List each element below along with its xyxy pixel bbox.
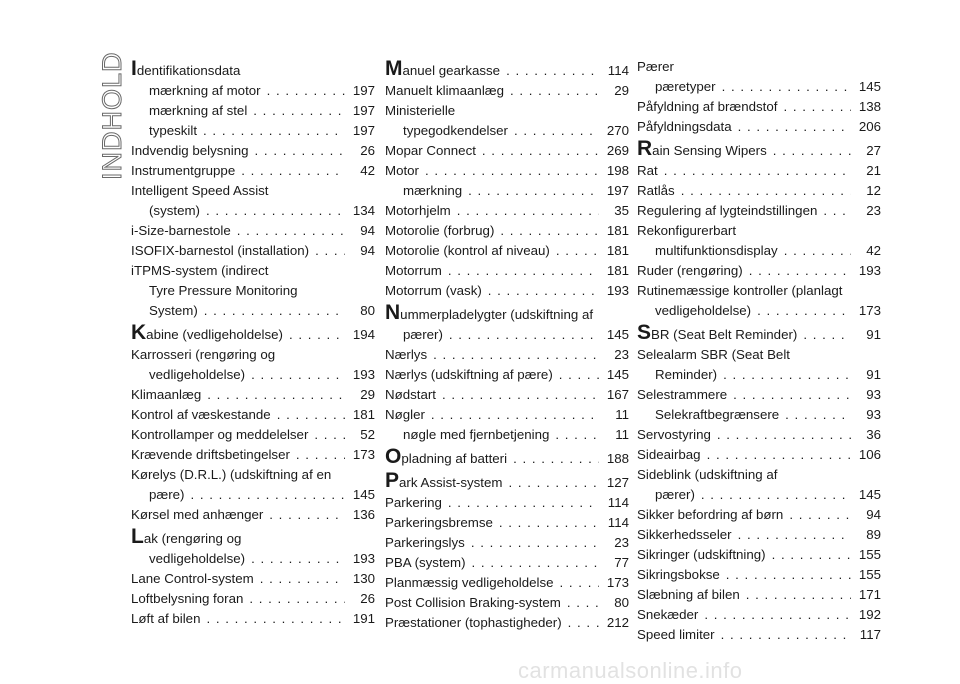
- index-heading-entry[interactable]: SBR (Seat Belt Reminder) . . . 91: [637, 325, 881, 345]
- index-entry-page: 181: [606, 223, 629, 238]
- index-entry-label: Kørsel med anhænger: [131, 507, 264, 522]
- index-entry[interactable]: [637, 261, 881, 281]
- index-entry-label: typeskilt: [149, 123, 198, 138]
- index-entry-label: Nøgler: [385, 407, 425, 422]
- index-entry-page: 197: [352, 123, 375, 138]
- index-entry[interactable]: [385, 385, 629, 405]
- index-entry-page: 42: [360, 163, 375, 178]
- index-entry-page: 93: [866, 407, 881, 422]
- index-entry-label: ain Sensing Wipers: [652, 143, 767, 158]
- index-entry-label: Reminder): [655, 367, 718, 382]
- index-heading-entry[interactable]: Park Assist-system . . . 127: [385, 473, 629, 493]
- index-entry-page: 94: [360, 243, 375, 258]
- index-entry-page: 212: [606, 615, 629, 630]
- index-entry-page: 52: [360, 427, 375, 442]
- index-entry-label: Motorolie (kontrol af niveau): [385, 243, 550, 258]
- index-entry-label: Tyre Pressure Monitoring: [149, 283, 298, 298]
- index-entry-page: 36: [866, 427, 881, 442]
- index-entry-page: 91: [866, 327, 881, 342]
- index-entry-page: 114: [607, 515, 629, 530]
- section-title-text: INDHOLD: [97, 51, 127, 180]
- index-entry[interactable]: [131, 241, 375, 261]
- index-entry[interactable]: [385, 573, 629, 593]
- index-entry-label: pære): [149, 487, 185, 502]
- index-entry[interactable]: [637, 97, 881, 117]
- index-entry[interactable]: [131, 609, 375, 629]
- index-entry-page: 145: [858, 487, 881, 502]
- index-entry[interactable]: [385, 325, 629, 345]
- index-entry-page: 94: [866, 507, 881, 522]
- index-entry-label: Servostyring: [637, 427, 711, 442]
- index-entry-label: nøgle med fjernbetjening: [403, 427, 550, 442]
- index-entry-label: Motorolie (forbrug): [385, 223, 495, 238]
- index-entry-page: 145: [606, 327, 629, 342]
- index-entry-page: 130: [352, 571, 375, 586]
- index-entry[interactable]: [131, 385, 375, 405]
- index-entry[interactable]: [637, 201, 881, 221]
- index-heading-entry[interactable]: Opladning af batteri . . . 188: [385, 449, 629, 469]
- index-entry-label: Motorhjelm: [385, 203, 451, 218]
- index-entry-label: Lane Control-system: [131, 571, 254, 586]
- index-entry-page: 29: [614, 83, 629, 98]
- index-column-3: [637, 57, 881, 645]
- index-entry[interactable]: [385, 365, 629, 385]
- index-entry-label: (system): [149, 203, 200, 218]
- index-entry-page: 193: [858, 263, 881, 278]
- index-entry[interactable]: [637, 545, 881, 565]
- index-entry-page: 27: [866, 143, 881, 158]
- index-entry-label: Sikkerhedsseler: [637, 527, 732, 542]
- index-entry-page: 77: [614, 555, 629, 570]
- index-entry[interactable]: [131, 121, 375, 141]
- index-entry-label: Krævende driftsbetingelser: [131, 447, 290, 462]
- index-entry-page: 145: [858, 79, 881, 94]
- section-title-vertical: [77, 30, 127, 190]
- index-entry-label: mærkning: [403, 183, 463, 198]
- index-entry-label: ummerpladelygter (udskiftning af: [400, 307, 594, 322]
- index-entry-label: iTPMS-system (indirect: [131, 263, 269, 278]
- index-entry-page: 173: [858, 303, 881, 318]
- index-entry-label: System): [149, 303, 198, 318]
- index-entry-page: 191: [352, 611, 375, 626]
- index-entry-label: Parkeringslys: [385, 535, 465, 550]
- index-entry-label: Præstationer (tophastigheder): [385, 615, 562, 630]
- index-entry-label: Planmæssig vedligeholdelse: [385, 575, 554, 590]
- index-entry-label: Sikringsbokse: [637, 567, 720, 582]
- index-entry-page: 145: [352, 487, 375, 502]
- index-entry-page: 11: [615, 407, 629, 422]
- index-entry-page: 181: [606, 263, 629, 278]
- index-entry[interactable]: [385, 221, 629, 241]
- index-entry-page: 117: [859, 627, 881, 642]
- index-entry-page: 94: [360, 223, 375, 238]
- index-entry[interactable]: [131, 81, 375, 101]
- index-entry[interactable]: [131, 101, 375, 121]
- index-entry-label: Sikringer (udskiftning): [637, 547, 766, 562]
- index-entry-label: pærer): [403, 327, 443, 342]
- index-entry-page: 197: [352, 83, 375, 98]
- index-entry[interactable]: [637, 405, 881, 425]
- index-entry-label: Rat: [637, 163, 658, 178]
- index-entry-page: 145: [606, 367, 629, 382]
- index-entry[interactable]: [131, 301, 375, 321]
- index-entry[interactable]: [131, 589, 375, 609]
- index-entry-page: 171: [858, 587, 881, 602]
- index-entry-page: 192: [858, 607, 881, 622]
- index-entry-page: 188: [606, 451, 629, 466]
- index-entry-label: ark Assist-system: [399, 475, 503, 490]
- index-entry[interactable]: [385, 613, 629, 633]
- index-entry-page: 173: [352, 447, 375, 462]
- index-entry-page: 11: [615, 427, 629, 442]
- index-entry-page: 21: [866, 163, 881, 178]
- index-entry-label: Motorrum (vask): [385, 283, 482, 298]
- index-entry[interactable]: [385, 181, 629, 201]
- index-entry-label: Mopar Connect: [385, 143, 476, 158]
- index-entry-page: 194: [352, 327, 375, 342]
- index-entry[interactable]: [385, 533, 629, 553]
- index-entry[interactable]: [385, 141, 629, 161]
- index-entry[interactable]: [131, 201, 375, 221]
- index-entry-page: 42: [866, 243, 881, 258]
- index-entry-label: Ratlås: [637, 183, 675, 198]
- index-entry[interactable]: [637, 117, 881, 137]
- index-entry-label: Motorrum: [385, 263, 442, 278]
- index-entry[interactable]: [131, 549, 375, 569]
- index-entry-page: 26: [360, 143, 375, 158]
- index-entry[interactable]: [385, 493, 629, 513]
- index-entry-page: 193: [606, 283, 629, 298]
- index-entry-label: PBA (system): [385, 555, 466, 570]
- index-heading-entry: Identifikationsdata: [131, 57, 241, 80]
- index-entry-label: Regulering af lygteindstillingen: [637, 203, 818, 218]
- index-entry-label: Sikker befordring af børn: [637, 507, 784, 522]
- index-entry-page: 127: [606, 475, 629, 490]
- index-entry-label: Selealarm SBR (Seat Belt: [637, 347, 790, 362]
- index-entry-page: 80: [614, 595, 629, 610]
- index-entry-label: Parkering: [385, 495, 442, 510]
- index-entry-label: pladning af batteri: [401, 451, 508, 466]
- index-heading-entry[interactable]: Manuel gearkasse . . . 114: [385, 61, 629, 81]
- index-entry-page: 93: [866, 387, 881, 402]
- index-entry[interactable]: [637, 565, 881, 585]
- index-entry-label: dentifikationsdata: [136, 63, 241, 78]
- index-entry-page: 181: [352, 407, 375, 422]
- index-heading-entry[interactable]: Kabine (vedligeholdelse) . . . 194: [131, 325, 375, 345]
- index-entry[interactable]: [131, 485, 375, 505]
- index-entry-label: multifunktionsdisplay: [655, 243, 778, 258]
- index-entry-page: 23: [614, 535, 629, 550]
- index-entry[interactable]: [385, 121, 629, 141]
- index-entry-label: Speed limiter: [637, 627, 715, 642]
- index-entry-label: ak (rengøring og: [143, 531, 242, 546]
- index-entry[interactable]: [385, 345, 629, 365]
- index-entry-label: Slæbning af bilen: [637, 587, 740, 602]
- index-entry-page: 26: [360, 591, 375, 606]
- index-heading-entry[interactable]: Rain Sensing Wipers . . . 27: [637, 141, 881, 161]
- index-entry-label: Intelligent Speed Assist: [131, 183, 269, 198]
- index-entry[interactable]: [637, 77, 881, 97]
- index-column-1: [131, 57, 375, 629]
- index-entry[interactable]: [131, 445, 375, 465]
- index-entry-page: 197: [352, 103, 375, 118]
- index-entry[interactable]: [637, 625, 881, 645]
- index-entry[interactable]: [637, 301, 881, 321]
- index-entry-page: 106: [858, 447, 881, 462]
- index-entry-page: 270: [606, 123, 629, 138]
- index-entry-page: 134: [352, 203, 375, 218]
- index-entry-label: Selestrammere: [637, 387, 728, 402]
- index-entry-page: 80: [360, 303, 375, 318]
- index-column-2: [385, 57, 629, 633]
- index-entry-label: Ministerielle: [385, 103, 456, 118]
- index-entry-page: 138: [858, 99, 881, 114]
- index-entry-label: Instrumentgruppe: [131, 163, 236, 178]
- index-entry-page: 193: [352, 551, 375, 566]
- index-entry-label: Nærlys: [385, 347, 428, 362]
- index-entry-label: Sideairbag: [637, 447, 701, 462]
- index-entry-label: mærkning af motor: [149, 83, 261, 98]
- index-entry-label: Nødstart: [385, 387, 436, 402]
- index-entry-label: ISOFIX-barnestol (installation): [131, 243, 310, 258]
- index-entry[interactable]: [637, 425, 881, 445]
- index-entry-label: Rutinemæssige kontroller (planlagt: [637, 283, 843, 298]
- index-entry-label: Sideblink (udskiftning af: [637, 467, 778, 482]
- index-entry[interactable]: [637, 365, 881, 385]
- index-entry-label: Parkeringsbremse: [385, 515, 493, 530]
- index-entry-page: 181: [606, 243, 629, 258]
- index-entry[interactable]: [637, 445, 881, 465]
- index-entry-label: abine (vedligeholdelse): [146, 327, 283, 342]
- index-entry-label: Pærer: [637, 59, 674, 74]
- index-entry-label: Ruder (rengøring): [637, 263, 743, 278]
- index-entry[interactable]: [637, 605, 881, 625]
- index-entry-page: 155: [858, 547, 881, 562]
- index-entry[interactable]: [385, 161, 629, 181]
- index-entry-label: Påfyldning af brændstof: [637, 99, 778, 114]
- index-entry[interactable]: [385, 201, 629, 221]
- index-entry-page: 29: [360, 387, 375, 402]
- index-entry-page: 114: [607, 63, 629, 78]
- index-entry-label: Selekraftbegrænsere: [655, 407, 780, 422]
- index-entry[interactable]: [637, 385, 881, 405]
- index-entry[interactable]: [637, 161, 881, 181]
- index-entry-label: Karrosseri (rengøring og: [131, 347, 276, 362]
- index-entry[interactable]: [385, 281, 629, 301]
- index-entry-page: 12: [866, 183, 881, 198]
- index-entry-label: BR (Seat Belt Reminder): [651, 327, 798, 342]
- index-entry-page: 114: [607, 495, 629, 510]
- index-entry-label: typegodkendelser: [403, 123, 508, 138]
- index-entry[interactable]: [131, 405, 375, 425]
- index-entry[interactable]: [385, 593, 629, 613]
- index-entry[interactable]: [131, 569, 375, 589]
- index-entry-label: Nærlys (udskiftning af pære): [385, 367, 553, 382]
- index-entry-label: Loftbelysning foran: [131, 591, 244, 606]
- index-entry-label: mærkning af stel: [149, 103, 248, 118]
- index-heading-entry: Nummerpladelygter (udskiftning af: [385, 301, 594, 324]
- index-entry-label: Kontrollamper og meddelelser: [131, 427, 309, 442]
- index-heading-entry: Lak (rengøring og: [131, 525, 242, 548]
- index-entry-page: 206: [858, 119, 881, 134]
- index-entry-label: vedligeholdelse): [149, 367, 246, 382]
- index-entry-label: vedligeholdelse): [149, 551, 246, 566]
- index-entry[interactable]: [637, 485, 881, 505]
- index-entry-page: 89: [866, 527, 881, 542]
- index-entry[interactable]: [131, 141, 375, 161]
- index-entry-label: Rekonfigurerbart: [637, 223, 737, 238]
- index-entry[interactable]: [385, 81, 629, 101]
- index-entry[interactable]: [637, 525, 881, 545]
- index-entry[interactable]: [637, 505, 881, 525]
- index-entry[interactable]: [385, 261, 629, 281]
- index-entry-label: Løft af bilen: [131, 611, 201, 626]
- index-entry-page: 23: [614, 347, 629, 362]
- index-entry[interactable]: [131, 161, 375, 181]
- index-entry-page: 35: [614, 203, 629, 218]
- index-entry-page: 167: [606, 387, 629, 402]
- index-entry-label: anuel gearkasse: [402, 63, 501, 78]
- index-entry-label: pæretyper: [655, 79, 716, 94]
- index-entry-label: Påfyldningsdata: [637, 119, 732, 134]
- index-entry-label: Manuelt klimaanlæg: [385, 83, 504, 98]
- index-entry-label: Kørelys (D.R.L.) (udskiftning af en: [131, 467, 332, 482]
- index-entry-label: pærer): [655, 487, 695, 502]
- index-entry-label: vedligeholdelse): [655, 303, 752, 318]
- index-entry-page: 136: [352, 507, 375, 522]
- index-entry[interactable]: [385, 553, 629, 573]
- index-entry[interactable]: [637, 181, 881, 201]
- index-entry-page: 173: [606, 575, 629, 590]
- index-entry[interactable]: [637, 241, 881, 261]
- index-entry[interactable]: [385, 405, 629, 425]
- index-entry-label: Indvendig belysning: [131, 143, 249, 158]
- index-entry[interactable]: [131, 425, 375, 445]
- index-entry[interactable]: [131, 221, 375, 241]
- index-entry[interactable]: [637, 585, 881, 605]
- index-entry-page: 197: [606, 183, 629, 198]
- index-entry[interactable]: [385, 425, 629, 445]
- index-entry-label: Motor: [385, 163, 419, 178]
- index-entry-label: i-Size-barnestole: [131, 223, 231, 238]
- index-entry-label: Snekæder: [637, 607, 699, 622]
- index-entry-label: Kontrol af væskestande: [131, 407, 271, 422]
- index-entry-label: Klimaanlæg: [131, 387, 202, 402]
- index-entry-label: Post Collision Braking-system: [385, 595, 561, 610]
- index-entry-page: 155: [858, 567, 881, 582]
- index-entry-page: 91: [866, 367, 881, 382]
- index-entry[interactable]: [385, 513, 629, 533]
- index-entry-page: 269: [606, 143, 629, 158]
- index-entry-page: 198: [606, 163, 629, 178]
- index-entry-page: 23: [866, 203, 881, 218]
- index-entry[interactable]: [131, 505, 375, 525]
- watermark: carmanualsonline.info: [518, 658, 743, 683]
- index-entry[interactable]: [131, 365, 375, 385]
- index-entry[interactable]: [385, 241, 629, 261]
- index-entry-page: 193: [352, 367, 375, 382]
